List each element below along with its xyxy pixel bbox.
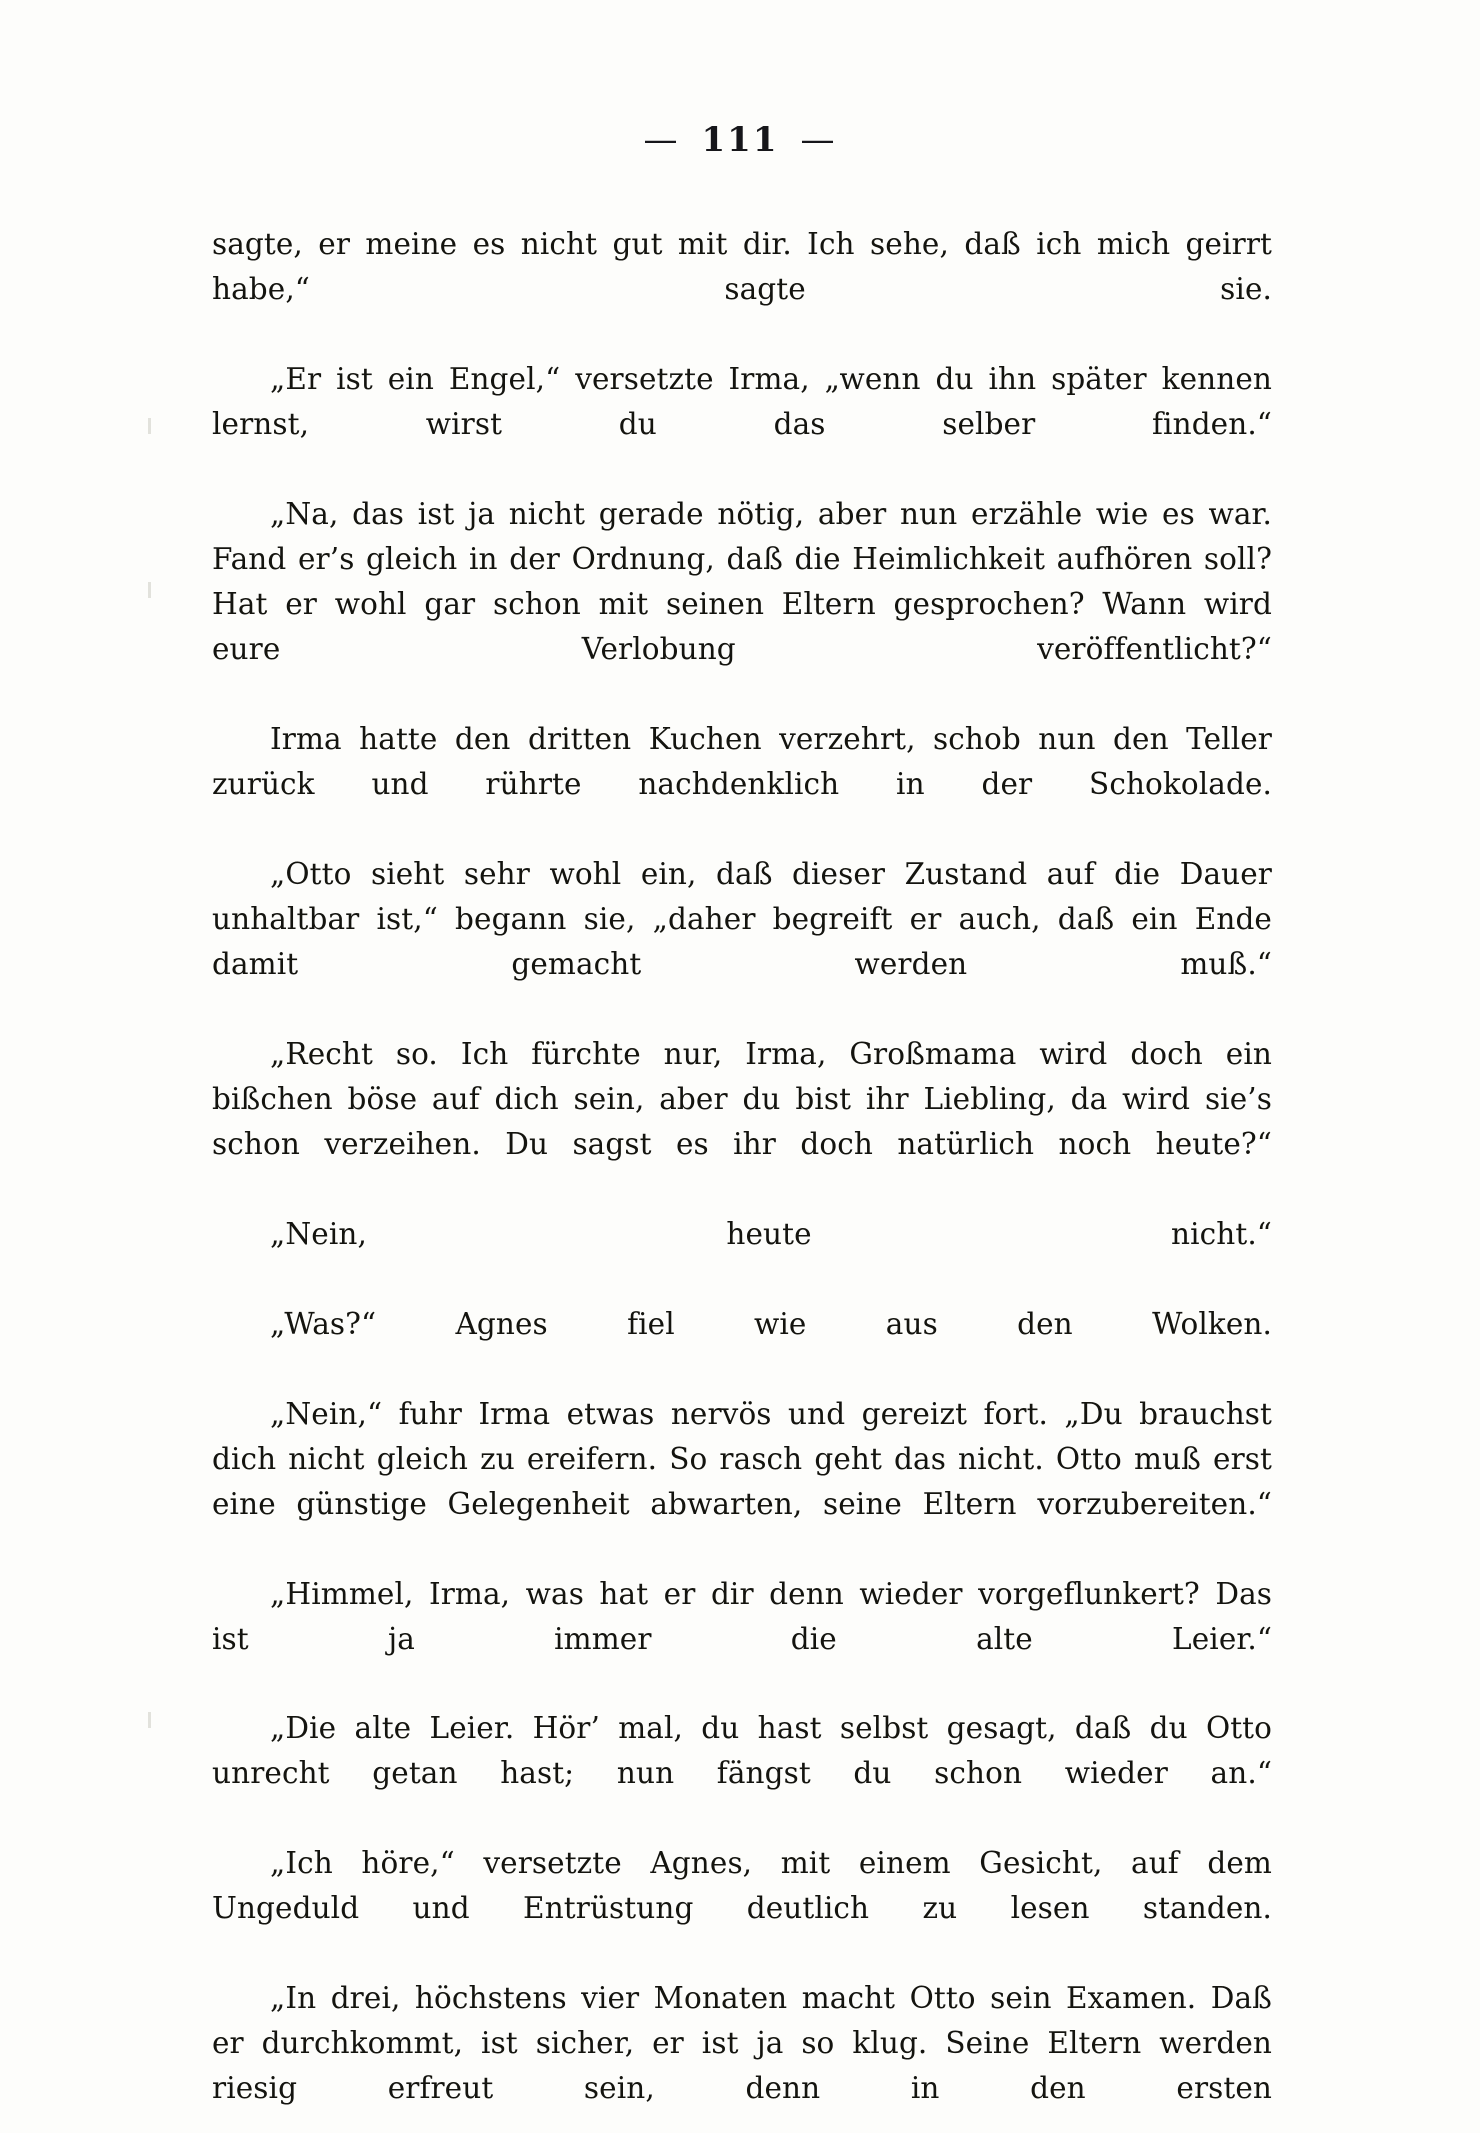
paragraph: „Nein,“ fuhr Irma etwas nervös und gereizt fort. „Du brauchst dich nicht gleich zu ereifern. So rasch geht das nicht. Otto muß erst eine günstige Gelegenheit abwarten, seine Eltern vorzubereiten.“ (212, 1396, 1272, 1521)
page-edge-mark (148, 1712, 151, 1728)
page-edge-mark (148, 582, 151, 598)
paragraph: „Nein, heute nicht.“ (270, 1216, 1272, 1251)
paragraph: „Ich höre,“ versetzte Agnes, mit einem Gesicht, auf dem Ungeduld und Entrüstung deutlich zu lesen standen. (212, 1846, 1272, 1926)
paragraph: „Na, das ist ja nicht gerade nötig, aber nun erzähle wie es war. Fand er’s gleich in der Ordnung, daß die Heimlichkeit aufhören soll? Hat er wohl gar schon mit seinen Eltern gesprochen? Wann wird eure Verlobung veröffentlicht?“ (212, 496, 1272, 666)
page-number: 111 (701, 120, 779, 160)
paragraph: „In drei, höchstens vier Monaten macht Otto sein Examen. Daß er durchkommt, ist sicher, er ist ja so klug. Seine Eltern werden riesig erfreut sein, denn in den ersten (212, 1981, 1272, 2106)
paragraph: „Otto sieht sehr wohl ein, daß dieser Zustand auf die Dauer unhaltbar ist,“ begann sie, „daher begreift er auch, daß ein Ende damit gemacht werden muß.“ (212, 856, 1272, 981)
paragraph: „Himmel, Irma, was hat er dir denn wieder vorgeflunkert? Das ist ja immer die alte Leier.“ (212, 1576, 1272, 1656)
header-dash-right: — (800, 120, 837, 160)
header-dash-left: — (643, 120, 680, 160)
paragraph: „Die alte Leier. Hör’ mal, du hast selbst gesagt, daß du Otto unrecht getan hast; nun fängst du schon wieder an.“ (212, 1711, 1272, 1791)
page-text-body (212, 222, 1272, 2133)
paragraph: „Recht so. Ich fürchte nur, Irma, Großmama wird doch ein bißchen böse auf dich sein, aber du bist ihr Liebling, da wird sie’s schon verzeihen. Du sagst es ihr doch natürlich noch heute?“ (212, 1036, 1272, 1161)
paragraph: „Was?“ Agnes fiel wie aus den Wolken. (270, 1306, 1272, 1341)
paragraph: Irma hatte den dritten Kuchen verzehrt, schob nun den Teller zurück und rührte nachdenklich in der Schokolade. (212, 721, 1272, 801)
paragraph: „Er ist ein Engel,“ versetzte Irma, „wenn du ihn später kennen lernst, wirst du das selber finden.“ (212, 361, 1272, 441)
page-edge-mark (148, 418, 151, 434)
paragraph: sagte, er meine es nicht gut mit dir. Ich sehe, daß ich mich geirrt habe,“ sagte sie. (212, 227, 1272, 306)
page-header (0, 120, 1480, 160)
